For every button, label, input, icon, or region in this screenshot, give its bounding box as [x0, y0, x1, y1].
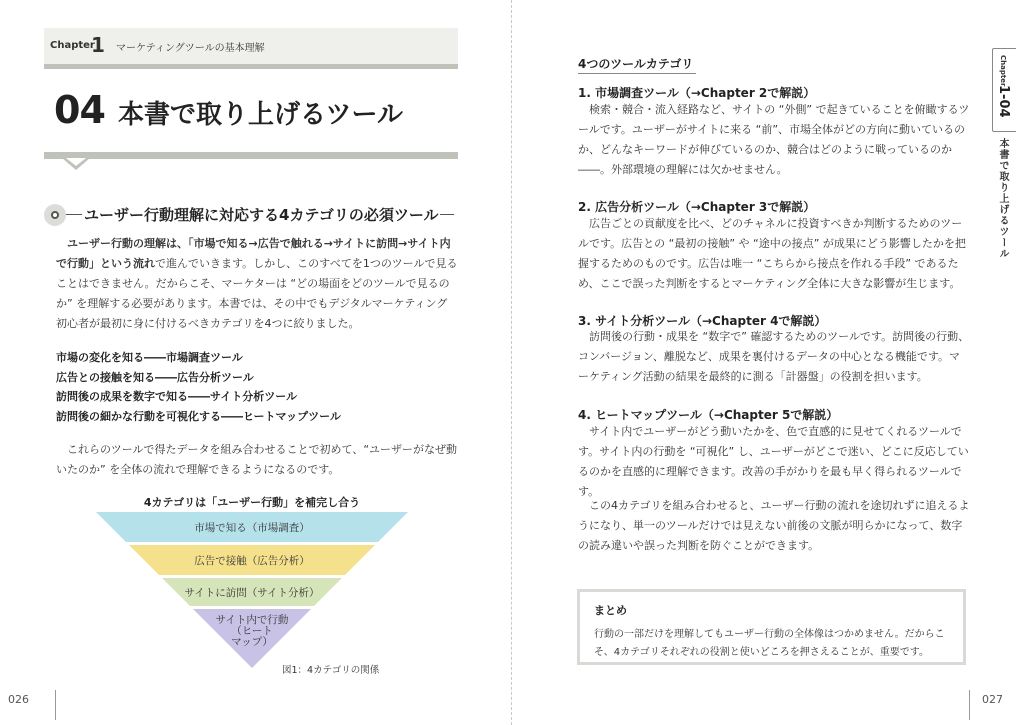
title-rule [44, 152, 458, 159]
bullet-circle-icon [44, 204, 66, 226]
closing-paragraph: これらのツールで得たデータを組み合わせることで初めて、“ユーザーがなぜ動いたのか” を全体の流れで理解できるようになるのです。 [56, 443, 458, 476]
chapter-label: Chapter [50, 40, 95, 51]
pyramid-layer-label: サイトに訪問（サイト分析） [184, 587, 320, 599]
page-number-left: 026 [8, 693, 29, 706]
tool-body: 広告ごとの貢献度を比べ、どのチャネルに投資すべきか判断するためのツールです。広告との “最初の接触” や “途中の接点” が成果にどう影響したかを把握するためのものです。広告は唯一 “こちらから接点を作れる手段” であるため、ここで誤った判断をするとマーケティング全体に大きな影響が生じます。 [578, 217, 966, 290]
pyramid-layer-label: マップ） [231, 636, 273, 648]
tool-body: サイト内でユーザーがどう動いたかを、色で直感的に見せてくれるツールです。サイト内の行動を “可視化” し、ユーザーがどこで迷い、どこに反応しているのかを直感的に理解できます。改善の手がかりを最も早く得られるツールです。 [578, 425, 969, 498]
sub-heading: ユーザー行動理解に対応する4カテゴリの必須ツール [84, 206, 439, 224]
chapter-side-tab [992, 48, 1016, 132]
list-item: 広告との接触を知る――広告分析ツール [56, 370, 254, 384]
intro-paragraph [56, 234, 458, 334]
tool-body: 検索・競合・流入経路など、サイトの “外側” で起きていることを俯瞰するツールです。ユーザーがサイトに来る “前”、市場全体がどの方向に動いているのか、どんなキーワードが伸びているのか、競合はどのように戦っているのか――。外部環境の理解には欠かせません。 [578, 103, 970, 176]
summary-text: 行動の一部だけを理解してもユーザー行動の全体像はつかめません。だからこそ、4カテゴリそれぞれの役割と使いどころを押さえることが、重要です。 [594, 629, 945, 658]
section-title: 本書で取り上げるツール [118, 100, 403, 130]
section-number: 04 [54, 88, 105, 132]
chapter-header [44, 28, 458, 69]
tool-title: 3. サイト分析ツール（→Chapter 4で解説） [578, 314, 827, 328]
list-item: 市場の変化を知る――市場調査ツール [56, 351, 243, 364]
tool-categories-heading: 4つのツールカテゴリ [578, 57, 694, 71]
pyramid-layer-label: 市場で知る（市場調査） [194, 522, 310, 534]
sub-heading-block [44, 202, 458, 230]
pyramid-layer-label: 広告で接触（広告分析） [194, 555, 310, 567]
intro-lead: ユーザー行動の理解は、「市場で知る→広告で触れる→サイトに訪問→サイト内で行動」という流れ [56, 237, 451, 270]
chapter-number: 1 [91, 33, 105, 57]
category-list [56, 348, 456, 426]
list-item: 訪問後の成果を数字で知る――サイト分析ツール [56, 390, 298, 403]
intro-rest: で進んでいきます。しかし、このすべてを1つのツールで見ることはできません。だからこそ、マーケターは “どの場面をどのツールで見るのか” を理解する必要があります。本書では、その中でもデジタルマーケティング初心者が最初に身に付けるべきカテゴリを4つに絞りました。 [56, 257, 458, 330]
tool-title: 1. 市場調査ツール（→Chapter 2で解説） [578, 86, 816, 100]
tab-section-title: 本書で取り上げるツール [997, 138, 1008, 259]
right-closing-paragraph: この4カテゴリを組み合わせると、ユーザー行動の流れを途切れずに追えるようになり、単一のツールだけでは見えない前後の文脈が明らかになって、数字の読み違いや誤った判断を防ぐことができます。 [578, 499, 970, 552]
page-gutter [511, 0, 513, 725]
pyramid-layer-label: （ヒート [231, 625, 273, 637]
inverted-pyramid-figure [96, 512, 408, 668]
pyramid-layer-label: サイト内で行動 [215, 614, 289, 626]
tab-chapter-label: Chapter [999, 55, 1007, 87]
tool-title: 4. ヒートマップツール（→Chapter 5で解説） [578, 408, 839, 422]
summary-title: まとめ [594, 604, 627, 617]
page-number-right: 027 [982, 693, 1003, 706]
tool-body: 訪問後の行動・成果を “数字で” 確認するためのツールです。訪問後の行動、コンバージョン、離脱など、成果を裏付けるデータの中心となる機能です。マーケティング活動の結果を最終的に測る「計器盤」の役割を担います。 [578, 330, 970, 383]
chapter-title: マーケティングツールの基本理解 [116, 43, 265, 54]
summary-box [577, 589, 966, 665]
figure-caption: 図1：4カテゴリの関係 [282, 665, 380, 676]
figure-title: 4カテゴリは「ユーザー行動」を補完し合う [143, 496, 361, 509]
tool-title: 2. 広告分析ツール（→Chapter 3で解説） [578, 200, 816, 214]
tab-section-number: 1-04 [996, 85, 1011, 118]
list-item: 訪問後の細かな行動を可視化する――ヒートマップツール [56, 409, 341, 423]
